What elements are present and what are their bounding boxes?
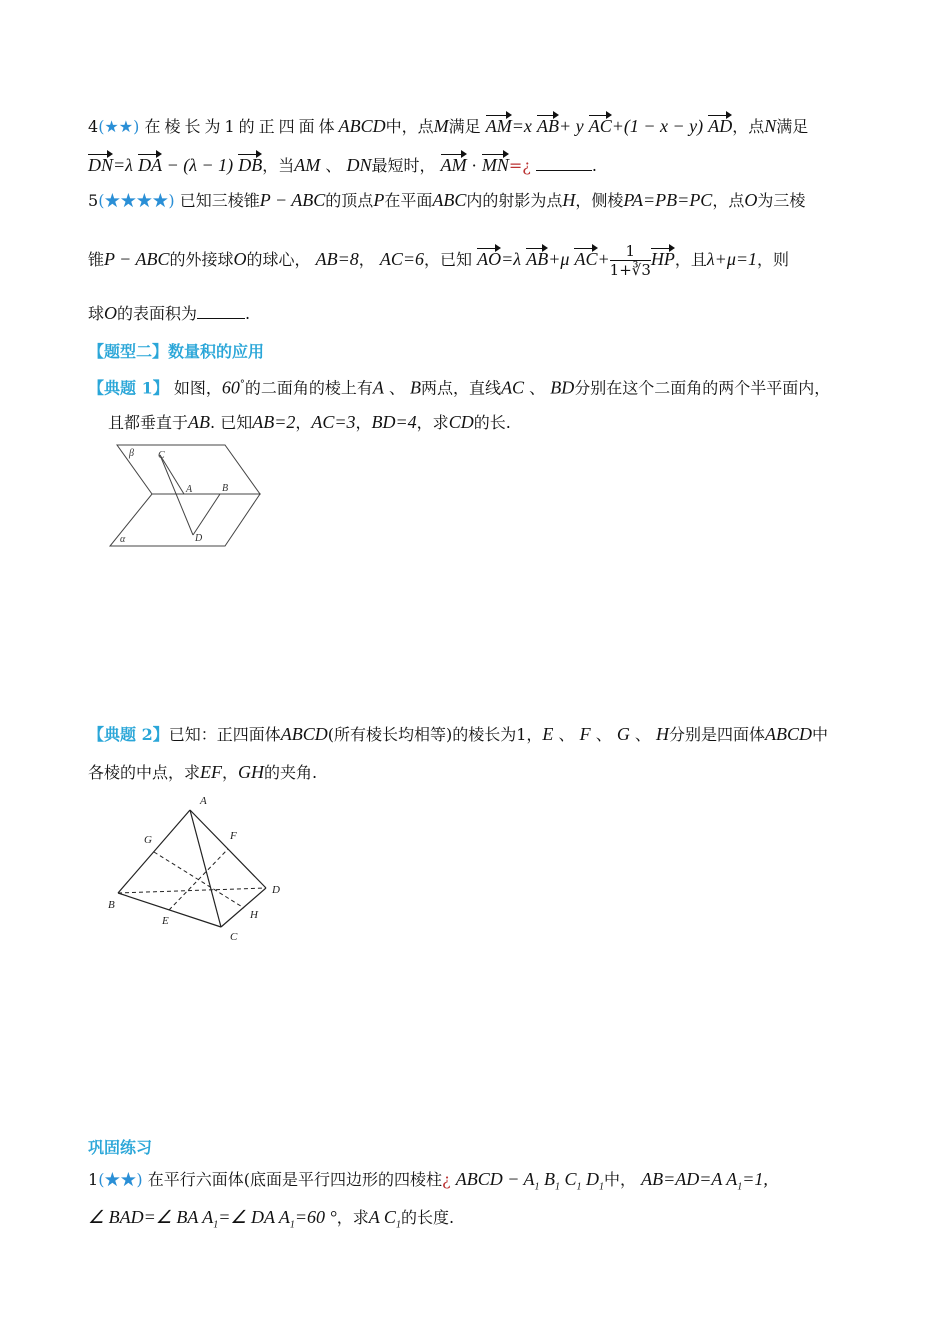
- vector-expr-am: AM=x AB+ y AC+(1 − x − y) AD: [485, 116, 733, 136]
- text: 、: [558, 725, 575, 744]
- math-prism: ABCD − $A_1$ $B_1$ $C_1$ $D_1$: [455, 1169, 605, 1193]
- difficulty-stars: (★★★★): [98, 191, 175, 210]
- math: A: [372, 377, 384, 398]
- text: 、: [529, 378, 546, 398]
- label-a: A: [186, 484, 193, 495]
- example-1-line-1: [88, 373, 830, 400]
- text: ，: [222, 763, 239, 782]
- q5-line-2: 锥P − ABC的外接球O的球心， AB=8， AC=6，已知 AO=λ AB+μ AC+ $\frac{1}{1+∛3}$ HP，且λ+μ=1，则: [88, 242, 790, 279]
- math-eq: AB=AD=A $A_1=1$,: [641, 1169, 768, 1193]
- text: 满足: [448, 117, 481, 136]
- difficulty-stars: (★★): [98, 117, 140, 136]
- math: EF: [200, 762, 223, 782]
- vector-dot: AM · MN: [440, 155, 509, 175]
- math: AB=8: [315, 249, 359, 269]
- math: AM: [294, 155, 321, 175]
- label-d: D: [195, 533, 203, 544]
- text: 中，点: [385, 117, 434, 136]
- text: ，点: [732, 117, 765, 136]
- math: H: [562, 190, 576, 210]
- text: 在棱长为1的正四面体: [144, 117, 339, 136]
- degree-symbol: °: [239, 379, 245, 390]
- label-c: C: [158, 450, 165, 461]
- practice-1-line-1: [88, 1167, 768, 1200]
- example-1-line-2: [108, 410, 511, 435]
- q4-line-2: [88, 153, 597, 178]
- text: 、: [325, 156, 342, 175]
- text: 分别是四面体: [669, 725, 766, 744]
- math: O: [233, 249, 247, 269]
- math: F: [579, 724, 591, 744]
- label-d: D: [272, 884, 280, 896]
- math: =∠ DA A: [218, 1207, 290, 1227]
- text: ，: [355, 413, 372, 432]
- text: 、: [634, 725, 651, 744]
- text: ，则: [757, 250, 790, 269]
- math: BD: [550, 377, 575, 398]
- text: 、: [388, 378, 405, 398]
- math-ac1: A $C_1$: [368, 1207, 401, 1231]
- practice-heading: 巩固练习: [88, 1138, 153, 1157]
- math: O: [744, 190, 758, 210]
- label-a: A: [200, 795, 207, 807]
- edge-bd-hidden: [118, 888, 266, 893]
- difficulty-stars: (★★): [98, 1170, 143, 1189]
- text: .: [245, 304, 251, 323]
- math: E: [542, 724, 554, 744]
- dihedral-angle-figure: [100, 440, 270, 555]
- math: 60: [221, 377, 240, 398]
- text: 球: [88, 304, 105, 323]
- math: AC: [501, 377, 525, 398]
- segment-cd: [160, 455, 193, 535]
- edge-ac: [190, 810, 221, 927]
- q5-line-1: [88, 188, 805, 213]
- text: 两点，直线: [421, 378, 502, 398]
- example-2-line-1: [88, 722, 828, 747]
- tetrahedron-figure: [100, 790, 300, 950]
- math: DN: [346, 155, 372, 175]
- math: P − ABC: [104, 249, 170, 269]
- text: (所有棱长均相等)的棱长为1，: [327, 725, 543, 744]
- answer-blank: [197, 318, 245, 319]
- text: 的外接球: [169, 250, 234, 269]
- text: 的二面角的棱上有: [244, 378, 373, 398]
- segment-gh: [154, 852, 244, 908]
- math: A C: [368, 1207, 396, 1227]
- label-f: F: [230, 830, 237, 842]
- math: P − ABC: [259, 190, 326, 210]
- math: ABCD − A: [455, 1169, 535, 1189]
- text: 中: [812, 725, 829, 744]
- text: 最短时，: [371, 156, 436, 175]
- math: ABCD: [765, 724, 813, 744]
- label-c: C: [230, 931, 238, 943]
- q5-line-3: [88, 301, 250, 326]
- math: AB: [188, 412, 211, 432]
- text: 已知：正四面体: [168, 725, 281, 744]
- math: ∠ BAD=∠ BA A: [88, 1207, 214, 1227]
- label-g: G: [144, 834, 152, 846]
- text: . 已知: [210, 413, 253, 432]
- text: ，点: [712, 191, 745, 210]
- text: 的长度.: [400, 1208, 455, 1227]
- math: PA=PB=PC: [623, 190, 713, 210]
- math: ABCD: [338, 116, 386, 136]
- text: ，当: [262, 156, 295, 175]
- fraction-denominator: 1+∛3: [609, 261, 651, 279]
- vector-expr-dn: DN=λ DA − (λ − 1) DB: [88, 155, 263, 175]
- section-heading: 【题型二】数量积的应用: [88, 342, 265, 361]
- vector-expr-ao: AO=λ AB+μ AC+: [477, 249, 610, 269]
- label-b: B: [222, 483, 229, 494]
- math: AB=2: [252, 412, 296, 432]
- text: .: [591, 156, 598, 175]
- label-b: B: [108, 899, 115, 911]
- text: 中，: [604, 1170, 637, 1189]
- text: 且都垂直于: [108, 413, 189, 432]
- label-alpha: α: [120, 534, 126, 545]
- math: ABCD: [280, 724, 328, 744]
- text: 在平行六面体(底面是平行四边形的四棱柱: [147, 1170, 443, 1189]
- text: ，: [358, 250, 375, 269]
- example-tag: 【典题 2】: [88, 725, 169, 744]
- fraction: [610, 242, 651, 279]
- text: 的夹角.: [264, 763, 318, 782]
- math: H: [656, 724, 670, 744]
- practice-1-line-2: [88, 1205, 454, 1238]
- answer-blank: [536, 170, 592, 171]
- math: ABC: [432, 190, 467, 210]
- text: 已知三棱锥: [179, 191, 260, 210]
- text: 锥: [88, 250, 105, 269]
- fraction-numerator: 1: [610, 242, 651, 261]
- edge-ad: [190, 810, 266, 888]
- q4-line-1: [88, 114, 808, 139]
- math: N: [764, 116, 777, 136]
- text: ，侧棱: [575, 191, 624, 210]
- text: ，: [295, 413, 312, 432]
- math: =60 °: [294, 1207, 337, 1227]
- label-e: E: [162, 915, 169, 927]
- text: 内的射影为点: [466, 191, 563, 210]
- math-angles: ∠ BAD=∠ BA $A_1=\angle$ DA $A_1=60$ °: [88, 1207, 337, 1231]
- label-beta: β: [129, 448, 134, 459]
- text: 的长.: [473, 413, 511, 432]
- text: 如图，: [173, 378, 222, 398]
- text: 各棱的中点，求: [88, 763, 201, 782]
- question-number: 5: [88, 191, 99, 210]
- question-number: 4: [88, 117, 99, 136]
- question-number: 1: [88, 1170, 99, 1189]
- math: BD=4: [371, 412, 417, 432]
- text: 的顶点: [325, 191, 374, 210]
- label-h: H: [250, 909, 258, 921]
- text: ，求: [336, 1208, 369, 1227]
- math: AC=3: [311, 412, 356, 432]
- example-2-line-2: [88, 760, 317, 785]
- math: λ+μ=1: [706, 249, 758, 269]
- text: =¿: [508, 156, 531, 175]
- text: ，且: [674, 250, 707, 269]
- text: 满足: [776, 117, 809, 136]
- math: CD: [448, 412, 474, 432]
- text: 分别在这个二面角的两个半平面内，: [574, 378, 831, 398]
- math: GH: [238, 762, 265, 782]
- text: ，求: [416, 413, 449, 432]
- math: AC=6: [379, 249, 425, 269]
- edge-ab: [118, 810, 190, 893]
- text: 、: [595, 725, 612, 744]
- text: ¿: [442, 1170, 451, 1189]
- math: P: [373, 190, 385, 210]
- math: B: [410, 377, 422, 398]
- text: 的表面积为: [117, 304, 198, 323]
- math: G: [616, 724, 630, 744]
- math: O: [104, 303, 118, 323]
- text: 为三棱: [757, 191, 806, 210]
- math: =1,: [742, 1169, 768, 1189]
- text: ，已知: [424, 250, 473, 269]
- math: AB=AD=A A: [641, 1169, 738, 1189]
- text: 的球心，: [246, 250, 311, 269]
- plane-alpha: [110, 494, 260, 546]
- example-tag: 【典题 1】: [88, 378, 169, 398]
- math: M: [433, 116, 449, 136]
- text: 在平面: [384, 191, 433, 210]
- segment-bd: [193, 494, 220, 535]
